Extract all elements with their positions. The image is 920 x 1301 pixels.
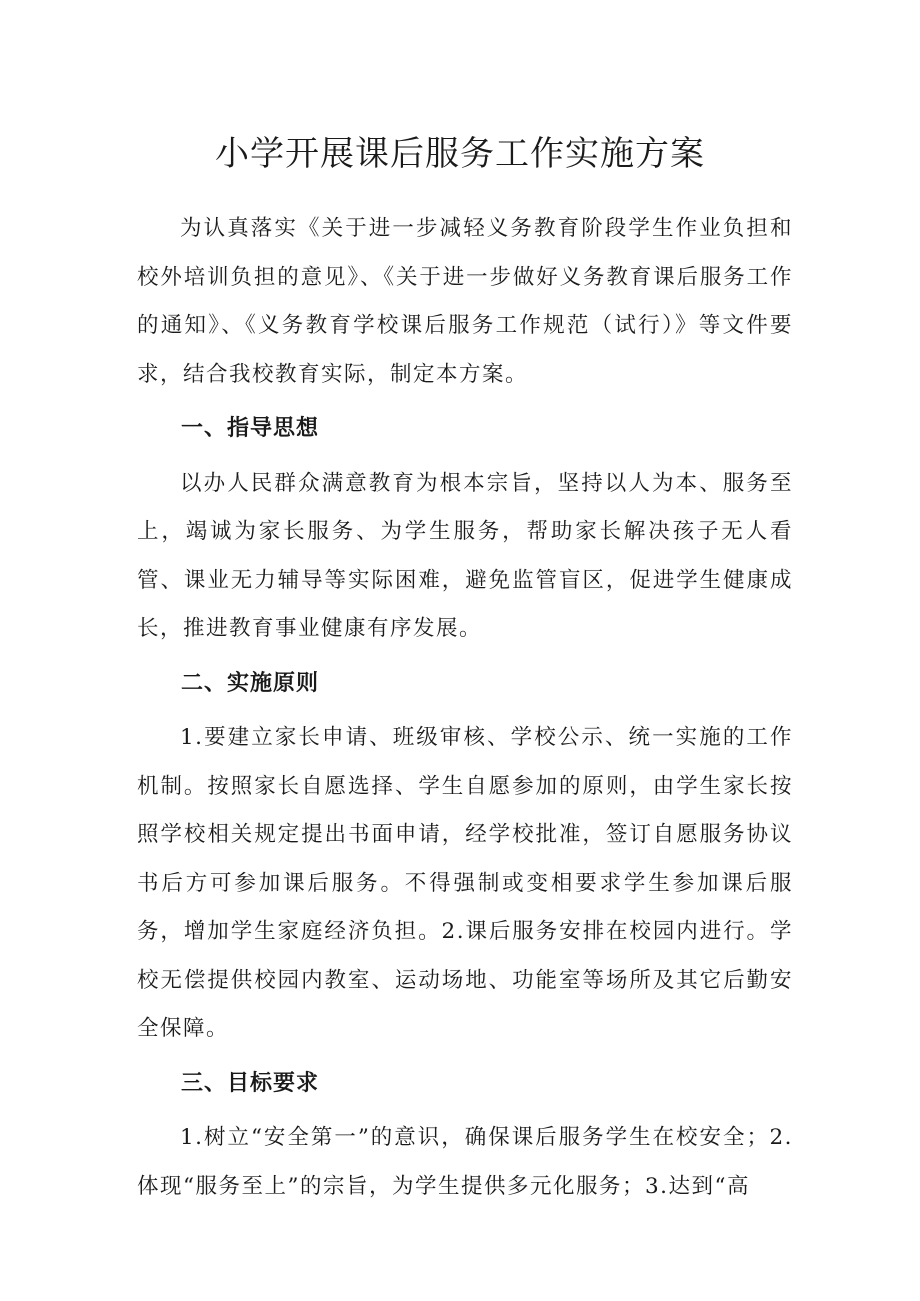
intro-paragraph: 为认真落实《关于进一步减轻义务教育阶段学生作业负担和校外培训负担的意见》、《关于进一步做好义务教育课后服务工作的通知》、《义务教育学校课后服务工作规范（试行）》等文件要求，结合我校教育实际，制定本方案。 [137,216,793,387]
section-heading-guiding-ideology: 一、指导思想 [181,416,320,441]
document-title: 小学开展课后服务工作实施方案 [215,134,705,174]
document-body [137,205,793,1211]
section-text-goals: 1.树立“安全第一”的意识，确保课后服务学生在校安全；2.体现“服务至上”的宗旨，为学生提供多元化服务；3.达到“高 [137,1125,793,1199]
section-text-guiding-ideology: 以办人民群众满意教育为根本宗旨，坚持以人为本、服务至上，竭诚为家长服务、为学生服务，帮助家长解决孩子无人看管、课业无力辅导等实际困难，避免监管盲区，促进学生健康成长，推进教育事业健康有序发展。 [137,470,793,641]
section-heading-principles: 二、实施原则 [181,670,320,696]
section-heading-goals: 三、目标要求 [181,1070,320,1096]
section-text-principles: 1.要建立家长申请、班级审核、学校公示、统一实施的工作机制。按照家长自愿选择、学生自愿参加的原则，由学生家长按照学校相关规定提出书面申请，经学校批准，签订自愿服务协议书后方可参加课后服务。不得强制或变相要求学生参加课后服务，增加学生家庭经济负担。2.课后服务安排在校园内进行。学校无偿提供校园内教室、运动场地、功能室等场所及其它后勤安全保障。 [137,725,793,1041]
